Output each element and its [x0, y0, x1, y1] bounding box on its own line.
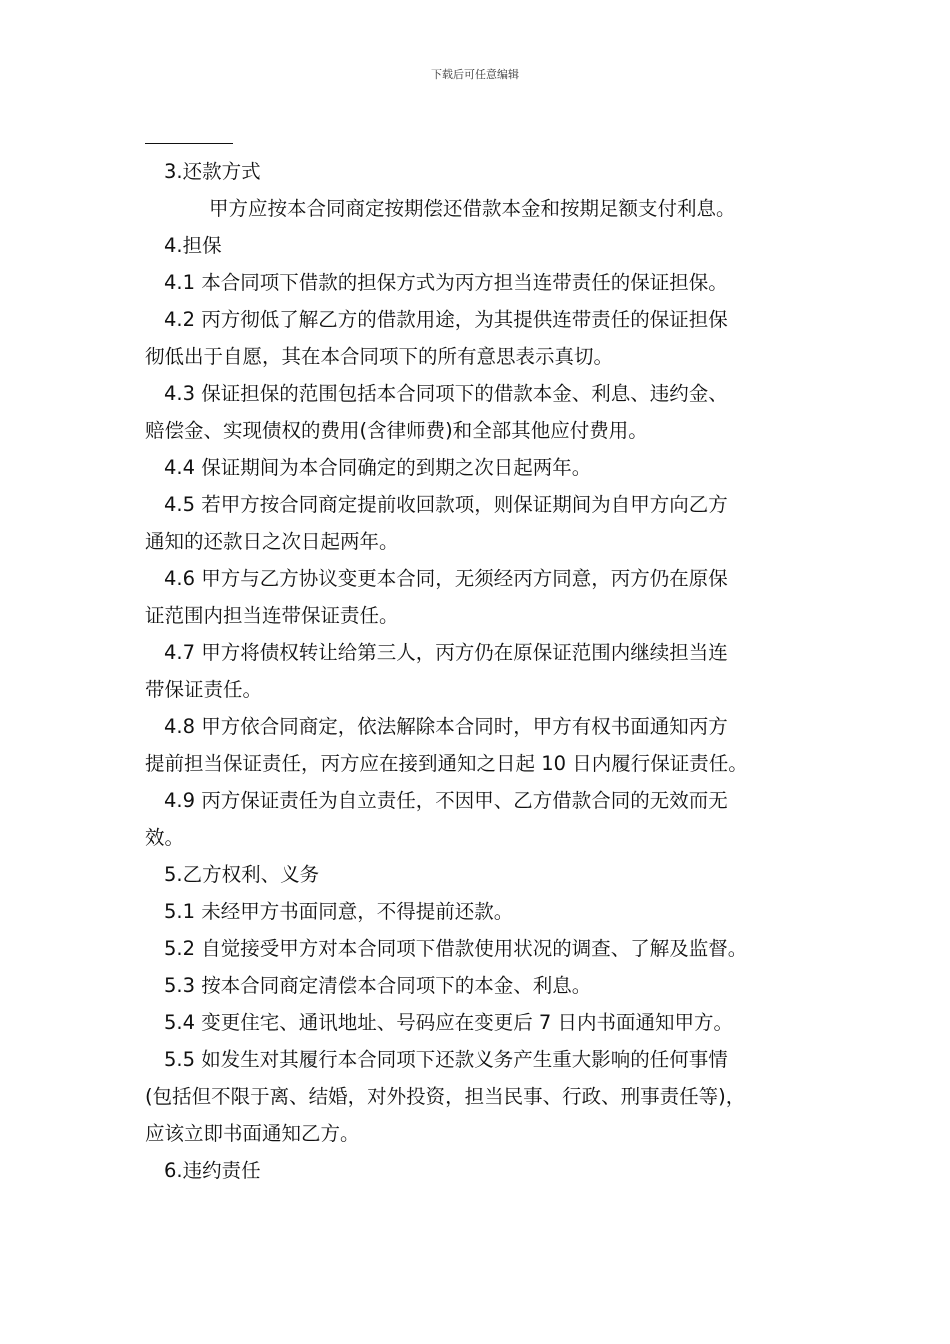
paragraph-line: [145, 1041, 825, 1078]
paragraph-line: [145, 375, 825, 412]
line-text: 证范围内担当连带保证责任。: [145, 604, 399, 627]
line-text: 5.5 如发生对其履行本合同项下还款义务产生重大影响的任何事情: [164, 1048, 728, 1071]
line-text: (包括但不限于离、结婚，对外投资，担当民事、行政、刑事责任等)，: [145, 1085, 746, 1108]
paragraph-line: [145, 153, 825, 190]
paragraph-line: [145, 1152, 825, 1189]
paragraph-line: [145, 560, 825, 597]
paragraph-line: [145, 597, 825, 634]
document-body: [145, 153, 825, 1189]
paragraph-line: [145, 671, 825, 708]
paragraph-line: [145, 190, 825, 227]
line-text: 赔偿金、实现债权的费用(含律师费)和全部其他应付费用。: [145, 419, 648, 442]
line-text: 5.2 自觉接受甲方对本合同项下借款使用状况的调查、了解及监督。: [164, 937, 748, 960]
line-text: 甲方应按本合同商定按期偿还借款本金和按期足额支付利息。: [209, 197, 736, 220]
paragraph-line: [145, 264, 825, 301]
line-text: 4.7 甲方将债权转让给第三人，丙方仍在原保证范围内继续担当连: [164, 641, 728, 664]
page-header: 下载后可任意编辑: [431, 68, 519, 81]
line-text: 4.5 若甲方按合同商定提前收回款项，则保证期间为自甲方向乙方: [164, 493, 728, 516]
blank-fill-line: [145, 143, 233, 144]
line-text: 5.4 变更住宅、通讯地址、号码应在变更后 7 日内书面通知甲方。: [164, 1011, 734, 1034]
paragraph-line: [145, 301, 825, 338]
line-text: 3.还款方式: [164, 160, 261, 183]
paragraph-line: [145, 227, 825, 264]
line-text: 5.乙方权利、义务: [164, 863, 320, 886]
line-text: 带保证责任。: [145, 678, 263, 701]
line-text: 应该立即书面通知乙方。: [145, 1122, 360, 1145]
paragraph-line: [145, 708, 825, 745]
line-text: 通知的还款日之次日起两年。: [145, 530, 399, 553]
line-text: 4.4 保证期间为本合同确定的到期之次日起两年。: [164, 456, 592, 479]
paragraph-line: [145, 745, 825, 782]
paragraph-line: [145, 782, 825, 819]
line-text: 4.1 本合同项下借款的担保方式为丙方担当连带责任的保证担保。: [164, 271, 728, 294]
paragraph-line: [145, 893, 825, 930]
paragraph-line: [145, 930, 825, 967]
line-text: 6.违约责任: [164, 1159, 261, 1182]
line-text: 4.8 甲方依合同商定，依法解除本合同时，甲方有权书面通知丙方: [164, 715, 728, 738]
paragraph-line: [145, 486, 825, 523]
line-text: 4.3 保证担保的范围包括本合同项下的借款本金、利息、违约金、: [164, 382, 728, 405]
paragraph-line: [145, 967, 825, 1004]
paragraph-line: [145, 338, 825, 375]
paragraph-line: [145, 634, 825, 671]
paragraph-line: [145, 819, 825, 856]
line-text: 5.3 按本合同商定清偿本合同项下的本金、利息。: [164, 974, 592, 997]
line-text: 提前担当保证责任，丙方应在接到通知之日起 10 日内履行保证责任。: [145, 752, 748, 775]
paragraph-line: [145, 412, 825, 449]
paragraph-line: [145, 449, 825, 486]
line-text: 4.担保: [164, 234, 222, 257]
paragraph-line: [145, 856, 825, 893]
line-text: 4.9 丙方保证责任为自立责任，不因甲、乙方借款合同的无效而无: [164, 789, 728, 812]
line-text: 4.2 丙方彻低了解乙方的借款用途，为其提供连带责任的保证担保: [164, 308, 728, 331]
paragraph-line: [145, 1078, 825, 1115]
paragraph-line: [145, 523, 825, 560]
line-text: 效。: [145, 826, 185, 849]
line-text: 5.1 未经甲方书面同意，不得提前还款。: [164, 900, 514, 923]
line-text: 彻低出于自愿，其在本合同项下的所有意思表示真切。: [145, 345, 614, 368]
line-text: 4.6 甲方与乙方协议变更本合同，无须经丙方同意，丙方仍在原保: [164, 567, 728, 590]
paragraph-line: [145, 1004, 825, 1041]
paragraph-line: [145, 1115, 825, 1152]
